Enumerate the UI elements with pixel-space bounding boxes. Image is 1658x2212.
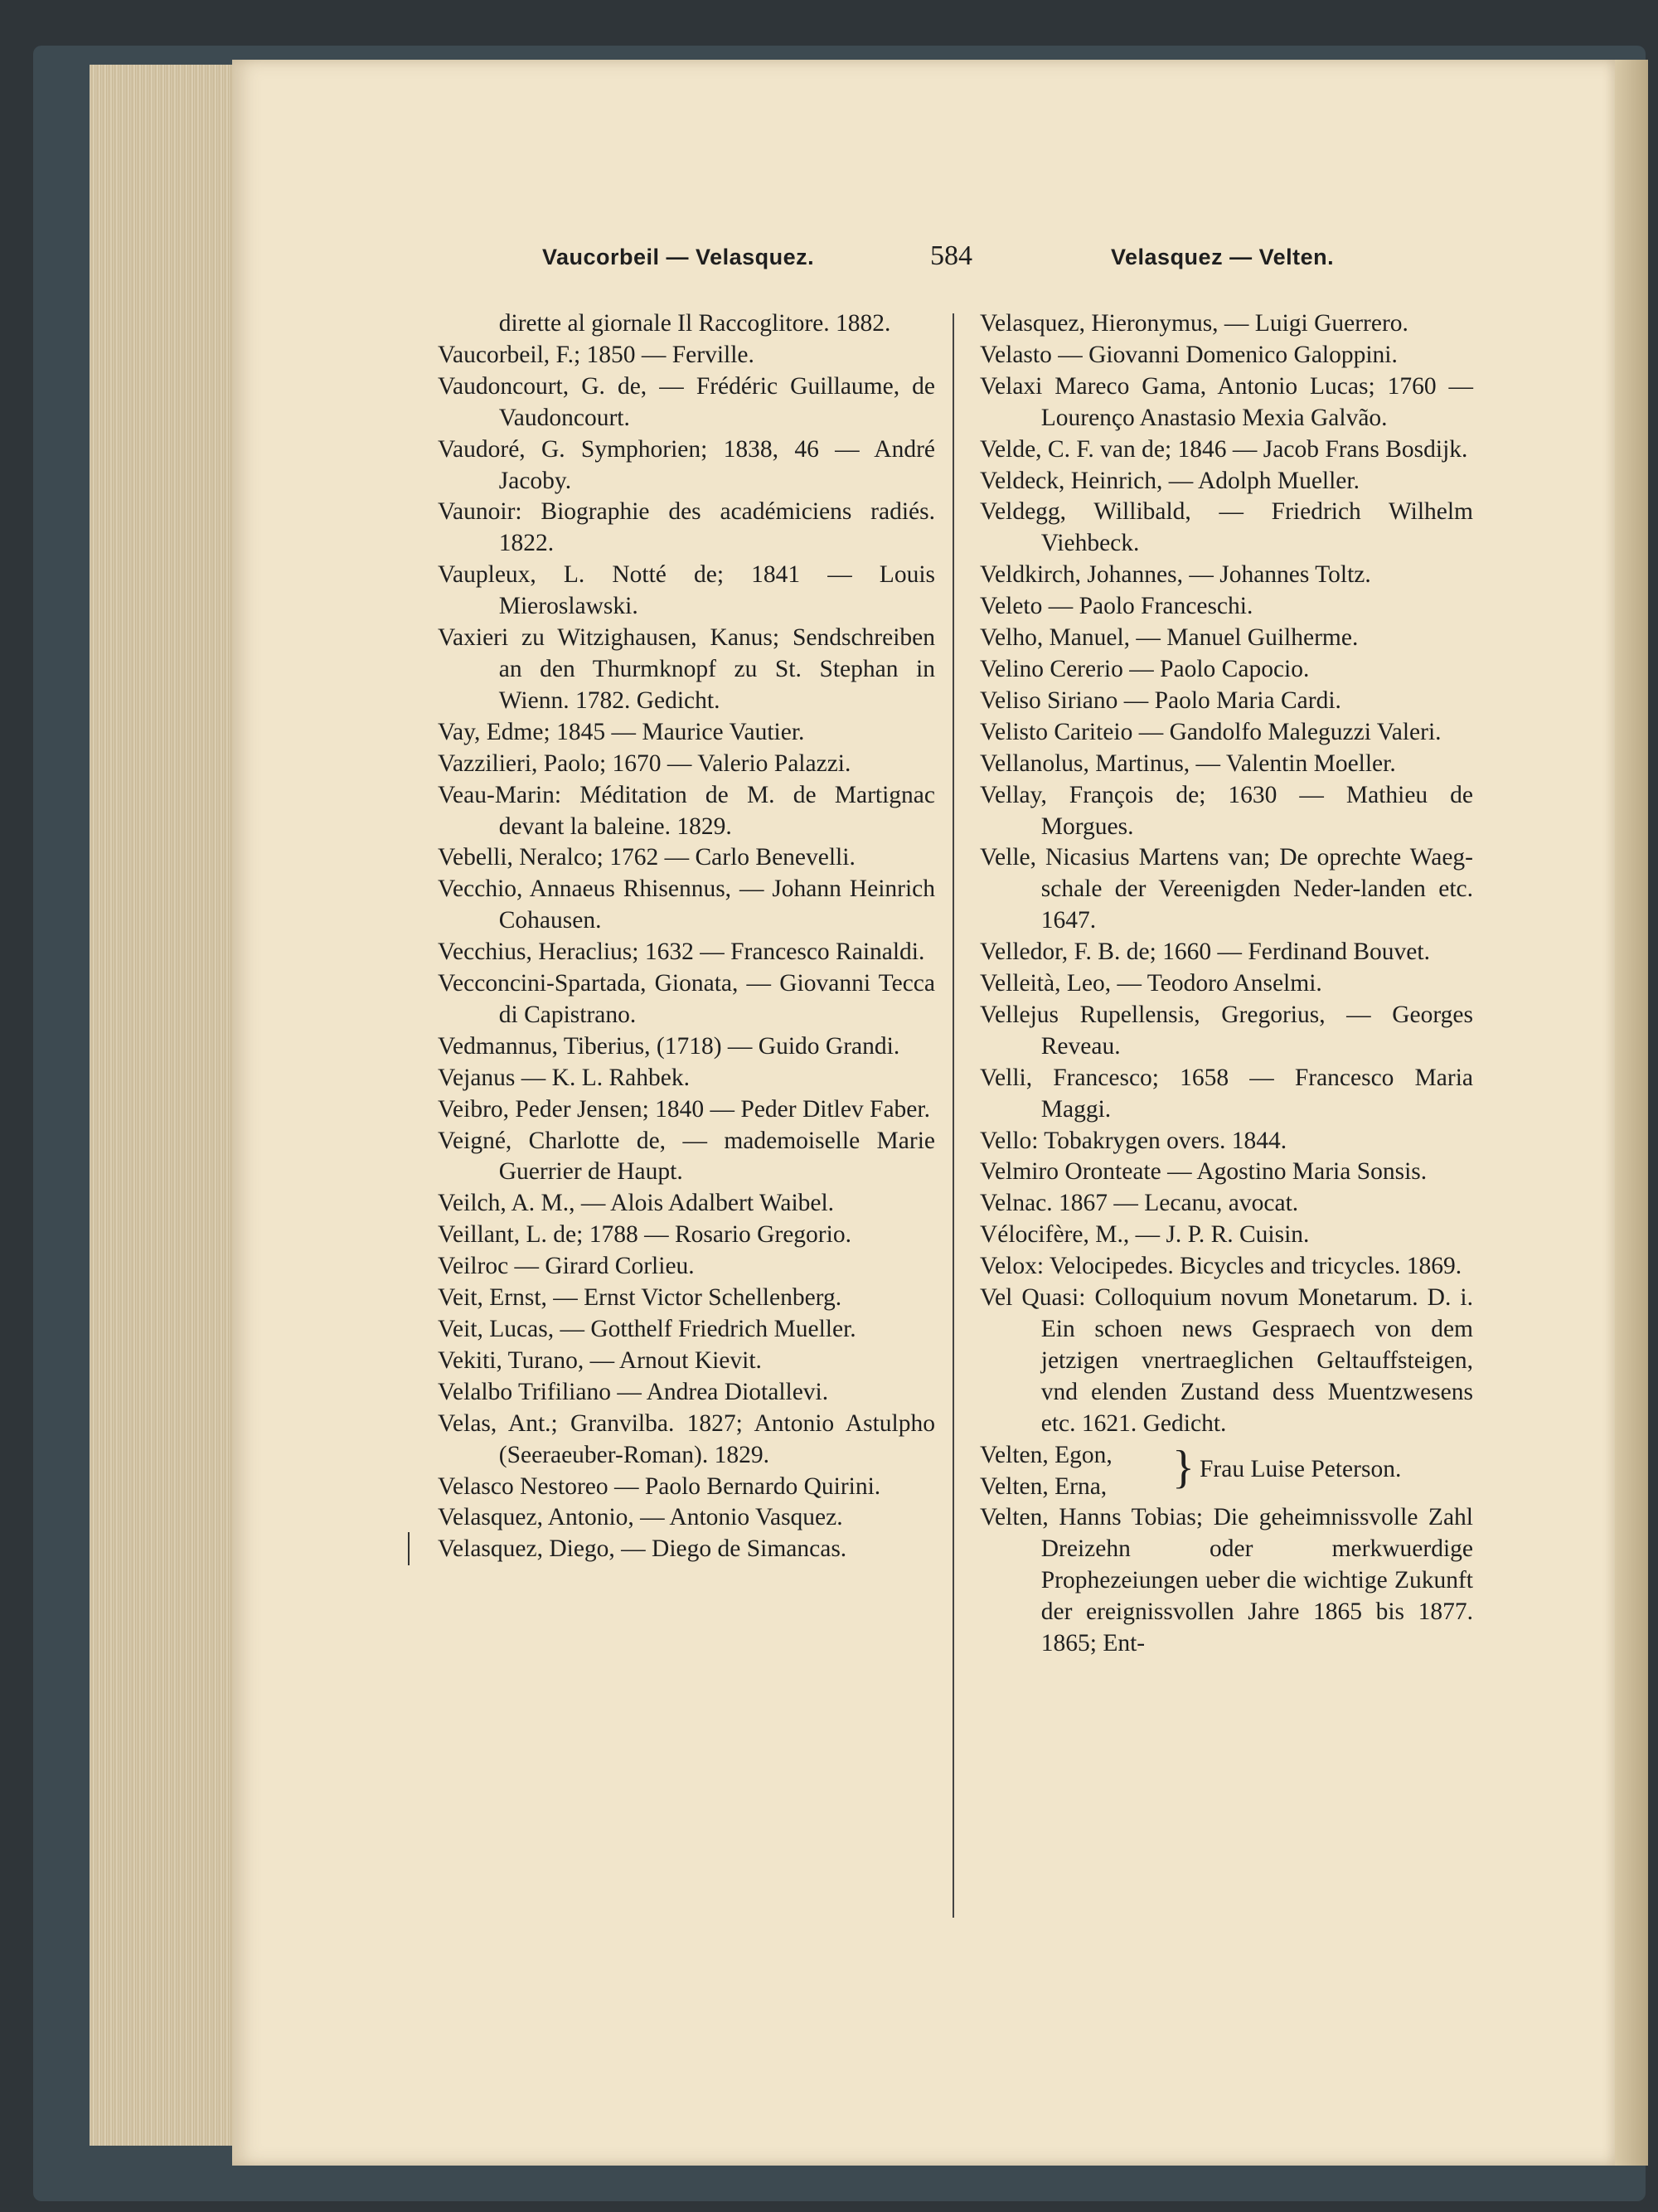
index-entry: Vaudoncourt, G. de, — Frédéric Guillaume, de Vaudoncourt. (438, 372, 935, 431)
index-entry: Veigné, Charlotte de, — mademoiselle Marie Guerrier de Haupt. (438, 1127, 935, 1186)
margin-pencil-mark (408, 1532, 410, 1565)
index-entry: Velasco Nestoreo — Paolo Bernardo Quirini. (438, 1472, 881, 1500)
page-edges (90, 65, 239, 2146)
index-entry: Velledor, F. B. de; 1660 — Ferdinand Bouvet. (980, 939, 1430, 966)
index-entry: Veldegg, Willibald, — Friedrich Wilhelm Viehbeck. (980, 498, 1473, 557)
left-column (438, 308, 935, 1565)
index-entry: Velten, Hanns Tobias; Die geheimnissvolle Zahl Dreizehn oder merkwuerdige Prophezeiungen ueber die wichtige Zukunft der ereignissvollen Jahre 1865 bis 1877. 1865; Ent- (980, 1504, 1473, 1657)
index-entry: Vecchio, Annaeus Rhisennus, — Johann Heinrich Cohausen. (438, 876, 935, 934)
index-entry: Vellejus Rupellensis, Gregorius, — Georges Reveau. (980, 1001, 1473, 1060)
index-entry: Vaucorbeil, F.; 1850 — Ferville. (438, 341, 754, 368)
index-entry: Velle, Nicasius Martens van; De oprechte Waeg-schale der Vereenigden Neder-landen etc. 1647. (980, 844, 1473, 934)
column-divider (953, 313, 954, 1918)
index-entry: Velisto Cariteio — Gandolfo Maleguzzi Valeri. (980, 718, 1442, 745)
index-entry: Vel Quasi: Colloquium novum Monetarum. D. i. Ein schoen news Gespraech von dem jetzigen vnertraeglichen Geltauffsteigen, vnd elenden Zustand dess Muentzwesens etc. 1621. Gedicht. (980, 1284, 1473, 1437)
index-entry: Velalbo Trifiliano — Andrea Diotallevi. (438, 1378, 829, 1405)
index-entry: Velmiro Oronteate — Agostino Maria Sonsis. (980, 1158, 1428, 1186)
index-entry: Velasquez, Hieronymus, — Luigi Guerrero. (980, 310, 1408, 337)
index-entry: Vaxieri zu Witzighausen, Kanus; Sendschreiben an den Thurmknopf zu St. Stephan in Wienn. 1782. Gedicht. (438, 624, 935, 714)
right-column-tail (980, 1502, 1473, 1660)
index-entry: Veau-Marin: Méditation de M. de Martignac devant la baleine. 1829. (438, 781, 935, 840)
index-entry: Velde, C. F. van de; 1846 — Jacob Frans Bosdijk. (980, 435, 1468, 463)
index-entry: Velox: Velocipedes. Bicycles and tricycles. 1869. (980, 1253, 1462, 1280)
index-entry: Veldkirch, Johannes, — Johannes Toltz. (980, 561, 1371, 589)
index-entry: Veit, Ernst, — Ernst Victor Schellenberg. (438, 1284, 842, 1312)
index-entry: Veldeck, Heinrich, — Adolph Mueller. (980, 467, 1360, 494)
index-entry: Vecconcini-Spartada, Gionata, — Giovanni Tecca di Capistrano. (438, 970, 935, 1028)
index-entry: Velasquez, Diego, — Diego de Simancas. (438, 1535, 847, 1563)
index-entry: Vaupleux, L. Notté de; 1841 — Louis Mieroslawski. (438, 561, 935, 620)
index-entry: Veibro, Peder Jensen; 1840 — Peder Ditlev Faber. (438, 1095, 930, 1123)
index-entry: Vebelli, Neralco; 1762 — Carlo Benevelli. (438, 844, 856, 871)
right-page-edge (1615, 60, 1648, 2166)
curly-brace-icon: } (1172, 1441, 1195, 1493)
brace-entry-group (980, 1440, 1473, 1503)
brace-target: Frau Luise Peterson. (1200, 1455, 1402, 1482)
index-entry: Vaunoir: Biographie des académiciens radiés. 1822. (438, 498, 935, 557)
index-entry: Velasto — Giovanni Domenico Galoppini. (980, 341, 1398, 368)
brace-name: Velten, Egon, (980, 1441, 1113, 1468)
index-entry: Vay, Edme; 1845 — Maurice Vautier. (438, 718, 805, 745)
running-head-right: Velasquez — Velten. (1111, 245, 1335, 269)
index-entry: Vecchius, Heraclius; 1632 — Francesco Rainaldi. (438, 939, 925, 966)
index-entry: Vellanolus, Martinus, — Valentin Moeller. (980, 749, 1396, 777)
index-entry: Vekiti, Turano, — Arnout Kievit. (438, 1346, 762, 1374)
index-entry: Velaxi Mareco Gama, Antonio Lucas; 1760 — Lourenço Anastasio Mexia Galvão. (980, 372, 1473, 431)
brace-name: Velten, Erna, (980, 1472, 1108, 1500)
index-entry: Vedmannus, Tiberius, (1718) — Guido Grandi. (438, 1032, 900, 1060)
right-column (980, 308, 1473, 1660)
brace-names (980, 1440, 1113, 1503)
index-entry: Veillant, L. de; 1788 — Rosario Gregorio. (438, 1221, 851, 1249)
index-entry: Veilch, A. M., — Alois Adalbert Waibel. (438, 1190, 835, 1217)
index-entry: Velino Cererio — Paolo Capocio. (980, 655, 1310, 682)
index-entry: Veilroc — Girard Corlieu. (438, 1253, 695, 1280)
index-entry: Vello: Tobakrygen overs. 1844. (980, 1127, 1287, 1154)
index-entry: Velli, Francesco; 1658 — Francesco Maria Maggi. (980, 1064, 1473, 1123)
right-column-entries (980, 308, 1473, 1440)
index-entry: Veit, Lucas, — Gotthelf Friedrich Mueller. (438, 1316, 856, 1342)
index-entry: Vejanus — K. L. Rahbek. (438, 1064, 690, 1091)
index-entry: Vellay, François de; 1630 — Mathieu de Morgues. (980, 781, 1473, 840)
index-entry: Veliso Siriano — Paolo Maria Cardi. (980, 686, 1341, 714)
index-entry: Velnac. 1867 — Lecanu, avocat. (980, 1190, 1299, 1217)
index-entry: Vazzilieri, Paolo; 1670 — Valerio Palazzi. (438, 749, 851, 777)
index-entry: Velho, Manuel, — Manuel Guilherme. (980, 624, 1359, 652)
index-entry: Vaudoré, G. Symphorien; 1838, 46 — André Jacoby. (438, 435, 935, 494)
index-entry: Velasquez, Antonio, — Antonio Vasquez. (438, 1504, 843, 1531)
index-entry: Velleità, Leo, — Teodoro Anselmi. (980, 970, 1322, 997)
page-number: 584 (930, 240, 972, 271)
running-head-left: Vaucorbeil — Velasquez. (542, 245, 815, 269)
index-entry: Veleto — Paolo Franceschi. (980, 593, 1253, 620)
index-entry: Vélocifère, M., — J. P. R. Cuisin. (980, 1221, 1310, 1249)
index-entry: Velas, Ant.; Granvilba. 1827; Antonio Astulpho (Seeraeuber-Roman). 1829. (438, 1409, 935, 1468)
index-entry: dirette al giornale Il Raccoglitore. 1882. (498, 310, 891, 337)
